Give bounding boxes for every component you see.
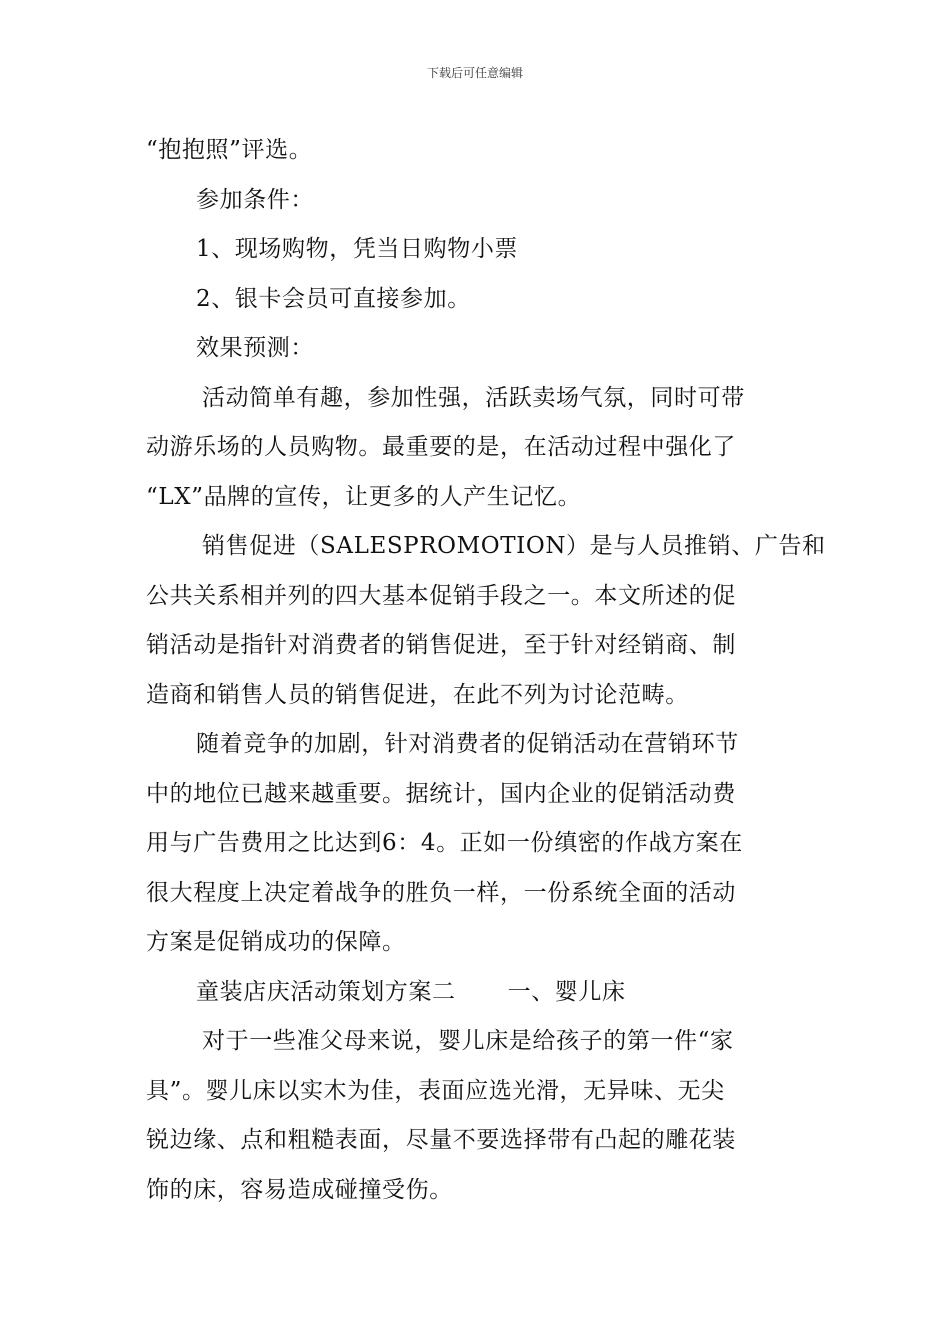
paragraph-line: 动游乐场的人员购物。最重要的是，在活动过程中强化了 bbox=[146, 434, 736, 460]
paragraph-line: 用与广告费用之比达到6：4。正如一份缜密的作战方案在 bbox=[146, 830, 743, 856]
paragraph-line: “LX”品牌的宣传，让更多的人产生记忆。 bbox=[146, 483, 582, 510]
paragraph-line: 造商和销售人员的销售促进，在此不列为讨论范畴。 bbox=[146, 681, 689, 708]
sub-heading: 一、婴儿床 bbox=[507, 978, 626, 1005]
page-header: 下载后可任意编辑 bbox=[426, 66, 523, 80]
paragraph-line: 随着竞争的加剧，针对消费者的促销活动在营销环节 bbox=[196, 731, 739, 757]
paragraph-line: 销活动是指针对消费者的销售促进，至于针对经销商、制 bbox=[146, 632, 736, 658]
paragraph-line: 活动简单有趣，参加性强，活跃卖场气氛，同时可带 bbox=[202, 384, 745, 411]
section-label: 效果预测： bbox=[196, 335, 314, 361]
paragraph-line: 锐边缘、点和粗糙表面，尽量不要选择带有凸起的雕花装 bbox=[146, 1127, 736, 1153]
section-heading: 童装店庆活动策划方案二 bbox=[196, 978, 456, 1005]
paragraph-line: “抱抱照”评选。 bbox=[146, 137, 313, 163]
section-heading-line bbox=[146, 968, 806, 1018]
paragraph-line: 饰的床，容易造成碰撞受伤。 bbox=[146, 1176, 453, 1203]
list-item: 2、银卡会员可直接参加。 bbox=[196, 285, 471, 312]
document-body bbox=[146, 126, 826, 1215]
paragraph-line: 销售促进（SALESPROMOTION）是与人员推销、广告和 bbox=[202, 533, 826, 559]
list-item: 1、现场购物，凭当日购物小票 bbox=[196, 236, 519, 262]
paragraph-line: 具”。婴儿床以实木为佳，表面应选光滑，无异味、无尖 bbox=[146, 1077, 725, 1104]
paragraph-line: 公共关系相并列的四大基本促销手段之一。本文所述的促 bbox=[146, 582, 736, 609]
paragraph-line: 中的地位已越来越重要。据统计，国内企业的促销活动费 bbox=[146, 780, 736, 807]
paragraph-line: 对于一些准父母来说，婴儿床是给孩子的第一件“家 bbox=[202, 1028, 734, 1054]
paragraph-line: 很大程度上决定着战争的胜负一样，一份系统全面的活动 bbox=[146, 879, 736, 906]
section-label: 参加条件： bbox=[196, 186, 314, 213]
paragraph-line: 方案是促销成功的保障。 bbox=[146, 929, 406, 955]
